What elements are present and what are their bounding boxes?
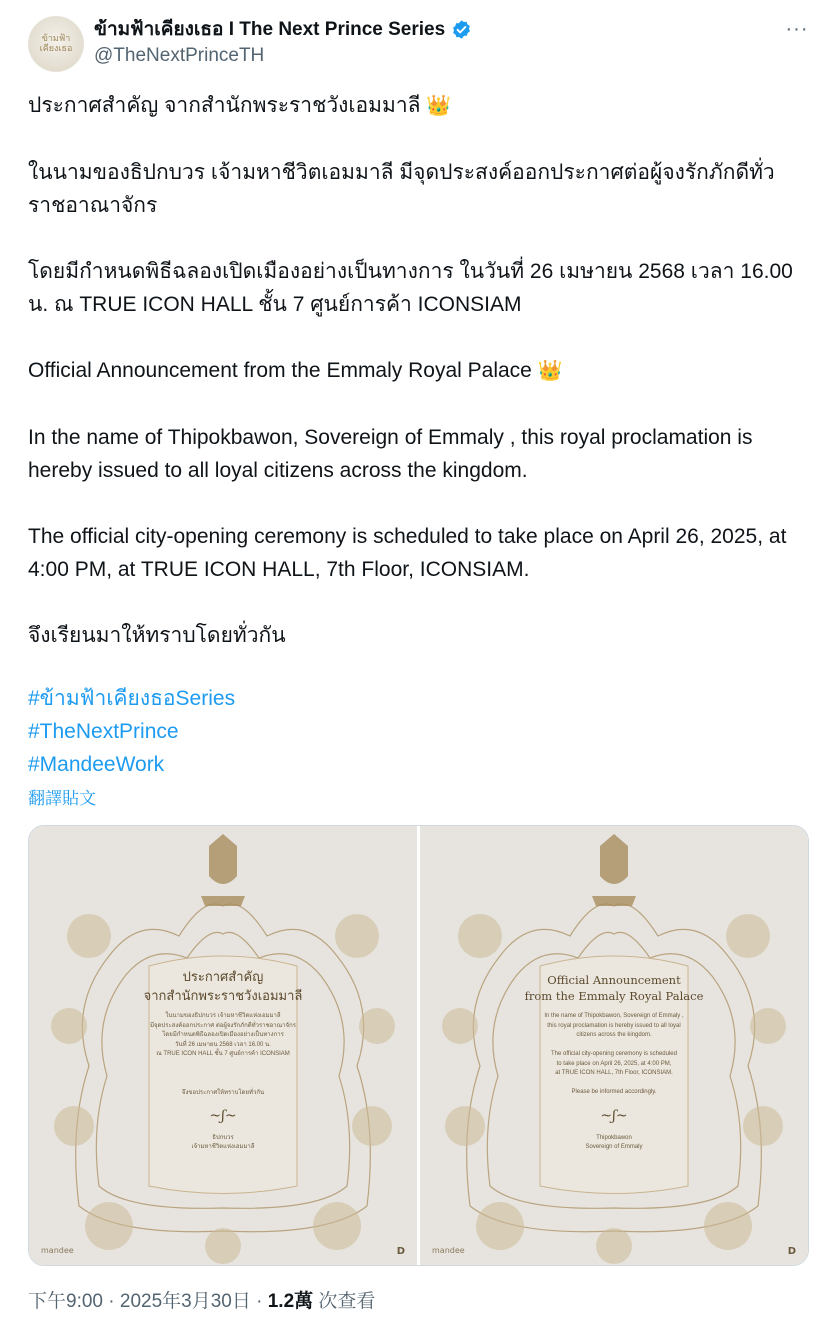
avatar[interactable]: [28, 16, 84, 72]
post-paragraph-2: ในนามของธิปกบวร เจ้ามหาชีวิตเอมมาลี มีจุดประสงค์ออกประกาศต่อผู้จงรักภักดีทั่วราชอาณาจักร: [28, 161, 775, 217]
studio-logo: D: [396, 1246, 405, 1257]
card-signer-title: Sovereign of Emmaly: [585, 1144, 643, 1150]
crown-emoji-icon: 👑: [426, 95, 452, 117]
post-paragraph-1: [28, 89, 808, 123]
author-handle[interactable]: @TheNextPrinceTH: [94, 45, 265, 66]
studio-logo: D: [787, 1246, 796, 1257]
card-title: [119, 968, 327, 1006]
post-time[interactable]: 下午9:00: [28, 1291, 103, 1312]
card-title: [510, 972, 718, 1004]
hashtag-list: [28, 682, 235, 781]
post-paragraph-6: The official city-opening ceremony is scheduled to take place on April 26, 2025, at 4:00 PM, at TRUE ICON HALL, 7th Floor, ICONSIAM.: [28, 525, 793, 581]
announcement-image-english[interactable]: [420, 826, 808, 1265]
post-paragraph-3: โดยมีกำหนดพิธีฉลองเปิดเมืองอย่างเป็นทางการ ในวันที่ 26 เมษายน 2568 เวลา 16.00 น. ณ TRUE ICON HALL ชั้น 7 ศูนย์การค้า ICONSIAM: [28, 260, 799, 316]
card-title-line1: ประกาศสำคัญ: [182, 970, 264, 985]
card-title-line2: จากสำนักพระราชวังเอมมาลี: [143, 989, 303, 1004]
author-name-row: [94, 16, 472, 42]
media-gallery: [28, 825, 809, 1266]
card-signer: ธิปกบวร: [212, 1135, 234, 1141]
card-body: ในนามของธิปกบวร เจ้ามหาชีวิตแห่งเอมมาลี มีจุดประสงค์ออกประกาศ ต่อผู้จงรักภักดีทั่วราชอาณาจักร โดยมีกำหนดพิธีฉลองเปิดเมืองอย่างเป็นทางการ วันที่ 26 เมษายน 2568 เวลา 16.00 น. ณ TRUE ICON HALL ชั้น 7 ศูนย์การค้า ICONSIAM: [150, 1013, 296, 1057]
signature-scribble: ~ʃ~: [600, 1108, 628, 1124]
avatar-logo-text: ข้ามฟ้า เคียงเธอ: [39, 34, 73, 54]
meta-separator: ·: [250, 1291, 268, 1312]
views-label: 次查看: [313, 1291, 376, 1312]
card-signer: Thipokbawon: [596, 1135, 632, 1141]
card-title-line1: Official Announcement: [547, 973, 681, 987]
card-closing: จึงขอประกาศให้ทราบโดยทั่วกัน: [181, 1090, 265, 1096]
post-meta: [28, 1286, 375, 1313]
post-paragraph-7: จึงเรียนมาให้ทราบโดยทั่วกัน: [28, 624, 286, 647]
post-text: [28, 89, 808, 652]
mandee-logo: mandee: [432, 1246, 465, 1255]
post-paragraph-4: [28, 354, 808, 388]
hashtag-link[interactable]: #MandeeWork: [28, 753, 165, 776]
post-paragraph-4-text: Official Announcement from the Emmaly Royal Palace: [28, 359, 532, 382]
more-options-icon[interactable]: ···: [785, 17, 809, 40]
author-display-name[interactable]: ข้ามฟ้าเคียงเธอ I The Next Prince Series: [94, 19, 446, 40]
mandee-logo: mandee: [41, 1246, 74, 1255]
hashtag-link[interactable]: #ข้ามฟ้าเคียงธอSeries: [28, 687, 236, 710]
translate-post-link[interactable]: 翻譯貼文: [28, 789, 96, 808]
hashtag-link[interactable]: #TheNextPrince: [28, 720, 179, 743]
crown-emoji-icon: 👑: [537, 360, 563, 382]
meta-separator: ·: [102, 1291, 120, 1312]
views-count: 1.2萬: [267, 1291, 314, 1312]
card-signer-title: เจ้ามหาชีวิตแห่งเอมมาลี: [191, 1144, 255, 1150]
card-closing: Please be informed accordingly.: [571, 1089, 657, 1095]
verified-badge-icon: [451, 19, 472, 40]
post-paragraph-5: In the name of Thipokbawon, Sovereign of Emmaly , this royal proclamation is hereby issued to all loyal citizens across the kingdom.: [28, 426, 759, 482]
announcement-image-thai[interactable]: [29, 826, 417, 1265]
post-date[interactable]: 2025年3月30日: [119, 1291, 251, 1312]
post-paragraph-1-text: ประกาศสำคัญ จากสำนักพระราชวังเอมมาลี: [28, 94, 421, 117]
post-header: [28, 12, 818, 72]
card-title-line2: from the Emmaly Royal Palace: [524, 989, 704, 1003]
signature-scribble: ~ʃ~: [209, 1108, 237, 1124]
card-body: In the name of Thipokbawon, Sovereign of Emmaly , this royal proclamation is hereby issued to all loyal citizens across the kingdom. The official city-opening ceremony is scheduled to take place on April 26, 2025, at 4:00 PM, at TRUE ICON HALL, 7th Floor, ICONSIAM.: [544, 1013, 684, 1076]
